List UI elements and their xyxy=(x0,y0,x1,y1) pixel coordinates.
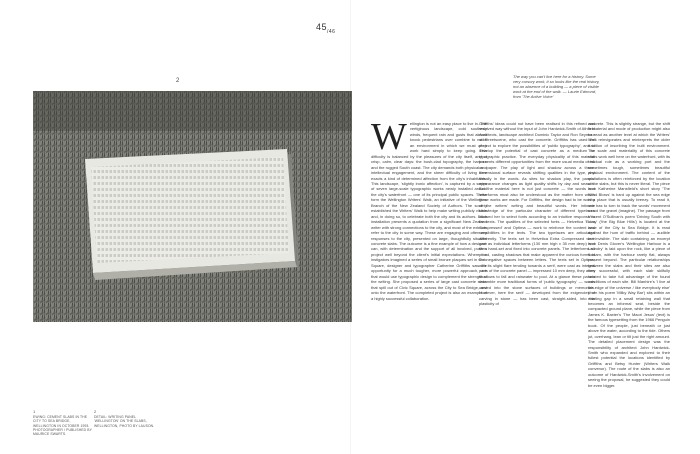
concrete-slab-photo xyxy=(33,91,352,322)
caption-2-number: 2 xyxy=(94,409,97,414)
caption-1 xyxy=(33,410,93,436)
folio-sub: /46 xyxy=(327,28,336,35)
pull-quote: The way you can't live here for a history. Some very cursory work, it so looks like the real history, not an absence of a building — a piece of visible work at the end of the walk. — Laurie Edmond, from 'The Active Voice' xyxy=(513,74,600,99)
drop-cap: W xyxy=(371,121,407,158)
page-folio xyxy=(316,22,335,35)
caption-2-text: DETAIL: WRITING PANEL 'WELLINGTON' ON THE SLABS, WELLINGTON, PHOTO BY LAUSON. xyxy=(94,415,155,428)
column-1-text: ellington is not an easy place to live in. The vertiginous landscape, cold southerly winds, frequent rain and gusts that almost knock pedestrians over combine to make an environment in which we must often work hard simply to keep going. This difficulty is balanced by the pleasures of the city itself, and of crisp, calm, clear days: the bush-clad topography, the harbour and the rugged South coast. The city demands both physical and intellectual engagement, and the sheer difficulty of living here exacts a kind of determined affection from the city's inhabitants. This landscape, 'slightly ironic affection', is captured by a series of seven large-scale typographic works newly installed around the city's waterfront — one of its principal public spaces. These form the Wellington Writers' Walk, an initiative of the Wellington Branch of the New Zealand Society of Authors. The society established the Writers' Walk to help make writing publicly visible and, in doing so, to celebrate both the city and its authors. Each installation presents a quotation from a significant New Zealand writer with strong connections to the city, and most of the extracts refer to the city in some way. These are engaging and often wry responses to the city, presented on large, thoughtfully situated concrete slabs. The outcome is a fine example of how a designer can, with determination and the support of all involved, push a project well beyond the client's initial expectations. Where the instigators imagined a series of small bronze plaques set in Civic Square, designer and typographer Catherine Griffiths saw the opportunity for a much tougher, more powerful approach, one that would use typographic design to complement the strength of the writing. She proposed a series of large cast concrete slabs that spill out of Civic Square, across the City to Sea Bridge, and onto the waterfront. The completed project is also an example of a highly successful collaboration. xyxy=(371,121,487,301)
figure-number: 2 xyxy=(176,78,180,84)
body-column-1 xyxy=(371,121,487,446)
column-2-text: Griffiths' ideas could not have been realised in this refined and resolved way without the input of John Hardwick-Smith of Athfield Architects, landscape architect Dominic Taylor and Ron Seymour of Streetscene, who cast the concrete. Griffiths has used the project to explore the possibilities of 'public typography', and to develop the potential of cast concrete as a medium for typographic practice. The everyday physicality of this material presents different opportunities from the more usual media of ink on paper. The play of light and shadow across a three-dimensional surface reveals shifting qualities in the type, and literally in the words. As sites for shadow play, the panels' appearance changes as light quality shifts by day and season. But the material here is not just concrete — the words and letterforms must also be understood as the matter from which these works are made. For Griffiths, the design had to be worthy of the writers' writing and beautiful words. Her intimate knowledge of the particular character of different typefaces allowed her to select fonts according to an intuitive response to the texts. The qualities of the selected fonts — Helvetica 'Extra Compressed' and Optima — work to reinforce the content and sensibilities in the texts. The two typefaces are articulated differently. The texts set in Helvetica Extra Compressed were cast as individual letterforms (130 mm high x 35 mm deep) and then hand-set and fixed into concrete panels. The letterforms sit proud, casting shadows that make apparent the curious forms of the negative spaces between letters. The texts set in Optima, with its slight flare tending towards a serif, were cast as integral parts of the concrete panel — impressed 10 mm deep, they allow shadows to fall and rainwater to pool. At a glance these panels resemble more traditional forms of 'public typography' — words carved into the stone surfaces of buildings or memorials. However, here the serif — developed from the exigencies of carving in stone — has been cast, straight-sided, into the plasticity of xyxy=(479,121,595,306)
body-column-3 xyxy=(588,121,670,446)
caption-1-text: EWING: CEMENT SLABS IN THE CITY TO SEA BRIDGE, WELLINGTON IN OCTOBER 1993. PHOTOGRAPHER / PUBLISHED BY MAURICE SWARTS. xyxy=(33,415,92,437)
column-3-text: concrete. This is slightly strange, but the shift in material and mode of production might also be read as another level at which the Writers' Walk reinvigorates and reinterprets the older tradition of inscribing the built environment. The scale and materiality of this concrete slabs work well here on the waterfront, with its residual role as a working port and the sometimes tough, sometimes beautiful physical environment. The content of the quotations is often reinforced by the location of the slabs, but this is never literal. The piece from Katherine Mansfield's short story 'The Wind Blows' is hard up against the sea edge in a place that is usually breezy. To read it, one has to turn to track the words' movement round the gravel (imagine). The passage from Vincent O'Sullivan's poem 'Driving South with Lucy' ('the Big Blue Hills') is located at the base of the City to Sea Bridge. It is read against the hum of traffic behind — audible but invisible. The slab containing an excerpt from Denis Glover's 'Wellington Harbour is a Laundry' is laid upon the rock, like a piece of flotsam, with the harbour rarely flat, always present beyond. The particular relationships between the slabs and their sites are also very successful, with each slab skilfully located to take full advantage of the found conditions of each site. Bill Manhire's 'I live at the edge of the universe / like everybody else' (from his poem 'Milky Way Bar') sits within an existing gap in a small retaining wall that becomes an informal seat, beside the compacted ground plane, while the piece from James K. Baxter's 'The Maori Jesus' (text) is the famous typesetting from the 1966 Penguin book. Of the people, just beneath or just above the water, according to the tide. Others jut, overhang, lean or tilt just the right amount. The detailed placement design was the responsibility of architect John Hardwick-Smith who expanded and explored to their fullest potential the locations identified by Griffiths and Betsy Hunter (Writers Walk convenor). The route of the slabs is also an outcome of Hardwick-Smith's involvement on seeing the proposal, he suggested they could be even bigger. xyxy=(588,121,670,388)
folio-number: 45 xyxy=(316,22,328,32)
photo-illustration xyxy=(33,91,352,322)
column-1-paragraph xyxy=(371,121,487,301)
caption-2 xyxy=(94,410,156,428)
caption-1-number: 1 xyxy=(33,409,36,414)
body-column-2 xyxy=(479,121,595,446)
